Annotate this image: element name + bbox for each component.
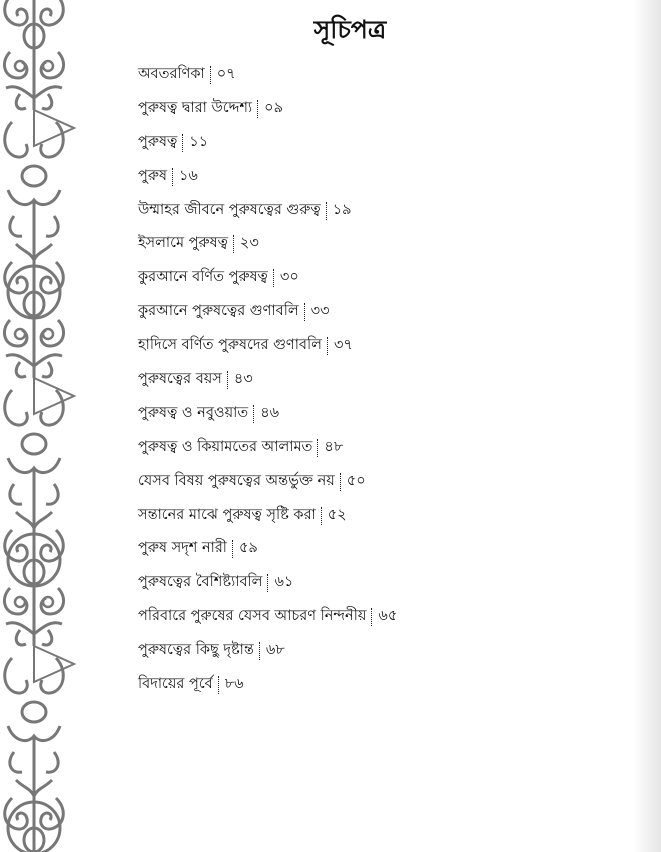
toc-entry-title: পুরুষত্ব ও নবুওয়াত xyxy=(138,404,249,421)
toc-entry-page: ৬১ xyxy=(274,574,294,591)
toc-entry-page: ৬৫ xyxy=(378,608,398,625)
toc-entry-page: ৫৯ xyxy=(238,540,258,557)
toc-entry xyxy=(138,600,618,634)
toc-entry-page: ৬৮ xyxy=(265,642,285,659)
toc-entry-title: পুরুষ সদৃশ নারী xyxy=(138,540,227,557)
dotted-separator xyxy=(267,574,268,592)
toc-entry-page: ২৩ xyxy=(239,235,259,252)
dotted-separator xyxy=(326,202,327,220)
toc-entry-page: ৫০ xyxy=(346,472,366,489)
toc-entry xyxy=(138,329,618,363)
toc-entry-page: ০৭ xyxy=(216,66,236,82)
dotted-separator xyxy=(227,371,228,389)
dotted-separator xyxy=(317,439,318,457)
toc-entry-title: হাদিসে বর্ণিত পুরুষদের গুণাবলি xyxy=(138,337,322,354)
toc-entry xyxy=(138,295,618,329)
toc-entry-page: ৫২ xyxy=(327,506,347,523)
toc-entry xyxy=(138,465,618,499)
toc-entry-title: সন্তানের মাঝে পুরুষত্ব সৃষ্টি করা xyxy=(138,506,316,523)
toc-entry xyxy=(138,194,618,228)
ornamental-border xyxy=(0,0,78,852)
toc-entry xyxy=(138,58,618,92)
toc-entry-page: ৪৬ xyxy=(260,404,280,421)
toc-entry xyxy=(138,566,618,600)
toc-entry-title: পুরুষত্বের বয়স xyxy=(138,371,222,388)
toc-entry-page: ১১ xyxy=(189,133,209,150)
toc-entry-title: পুরুষত্ব দ্বারা উদ্দেশ্য xyxy=(138,99,253,116)
dotted-separator xyxy=(257,100,258,118)
dotted-separator xyxy=(232,540,233,558)
toc-entry-title: পুরুষত্বের কিছু দৃষ্টান্ত xyxy=(138,642,254,659)
toc-entry-title: পুরুষত্ব xyxy=(138,133,178,150)
toc-entry-title: পুরুষ xyxy=(138,167,167,184)
toc-entry xyxy=(138,160,618,194)
toc-entry xyxy=(138,668,618,702)
toc-entry-page: ৪৮ xyxy=(324,438,344,455)
toc-entry xyxy=(138,634,618,668)
dotted-separator xyxy=(253,405,254,423)
toc-entry-title: বিদায়ের পূর্বে xyxy=(138,676,213,693)
page-title: সূচিপত্র xyxy=(313,15,387,44)
toc-entry xyxy=(138,499,618,533)
toc-entry-title: পুরুষত্ব ও কিয়ামতের আলামত xyxy=(138,438,313,455)
toc-entry xyxy=(138,227,618,261)
dotted-separator xyxy=(182,134,183,152)
toc-entry-title: পরিবারে পুরুষের যেসব আচরণ নিন্দনীয় xyxy=(138,608,367,625)
toc-entry xyxy=(138,397,618,431)
toc-entry-title: পুরুষত্বের বৈশিষ্ট্যাবলি xyxy=(138,574,263,591)
toc-entry-page: ৩০ xyxy=(279,269,299,286)
dotted-separator xyxy=(327,337,328,355)
toc-entry xyxy=(138,431,618,465)
toc-entry xyxy=(138,363,618,397)
dotted-separator xyxy=(304,303,305,321)
toc-entry xyxy=(138,92,618,126)
toc-entry-title: অবতরণিকা xyxy=(138,66,205,82)
dotted-separator xyxy=(210,66,211,84)
dotted-separator xyxy=(218,676,219,694)
toc-entry-title: কুরআনে বর্ণিত পুরুষত্ব xyxy=(138,269,268,286)
toc-entry-page: ৮৬ xyxy=(224,676,244,693)
toc-entry xyxy=(138,532,618,566)
dotted-separator xyxy=(340,473,341,491)
toc-entry-page: ৪৩ xyxy=(233,371,253,388)
table-of-contents xyxy=(138,58,618,702)
dotted-separator xyxy=(321,507,322,525)
page-edge-shadow xyxy=(633,0,661,852)
toc-entry-page: ১৯ xyxy=(332,201,352,218)
dotted-separator xyxy=(371,608,372,626)
toc-entry-title: উম্মাহর জীবনে পুরুষত্বের গুরুত্ব xyxy=(138,201,321,218)
toc-entry xyxy=(138,126,618,160)
toc-entry-page: ৩৭ xyxy=(333,337,353,354)
dotted-separator xyxy=(259,642,260,660)
toc-entry-page: ০৯ xyxy=(264,99,283,116)
toc-entry-page: ৩৩ xyxy=(310,303,330,320)
toc-entry-title: কুরআনে পুরুষত্বের গুণাবলি xyxy=(138,303,299,320)
toc-entry xyxy=(138,261,618,295)
toc-entry-title: যেসব বিষয় পুরুষত্বের অন্তর্ভুক্ত নয় xyxy=(138,472,335,489)
dotted-separator xyxy=(273,269,274,287)
dotted-separator xyxy=(233,235,234,253)
dotted-separator xyxy=(172,168,173,186)
toc-entry-title: ইসলামে পুরুষত্ব xyxy=(138,235,228,252)
toc-entry-page: ১৬ xyxy=(178,167,198,184)
